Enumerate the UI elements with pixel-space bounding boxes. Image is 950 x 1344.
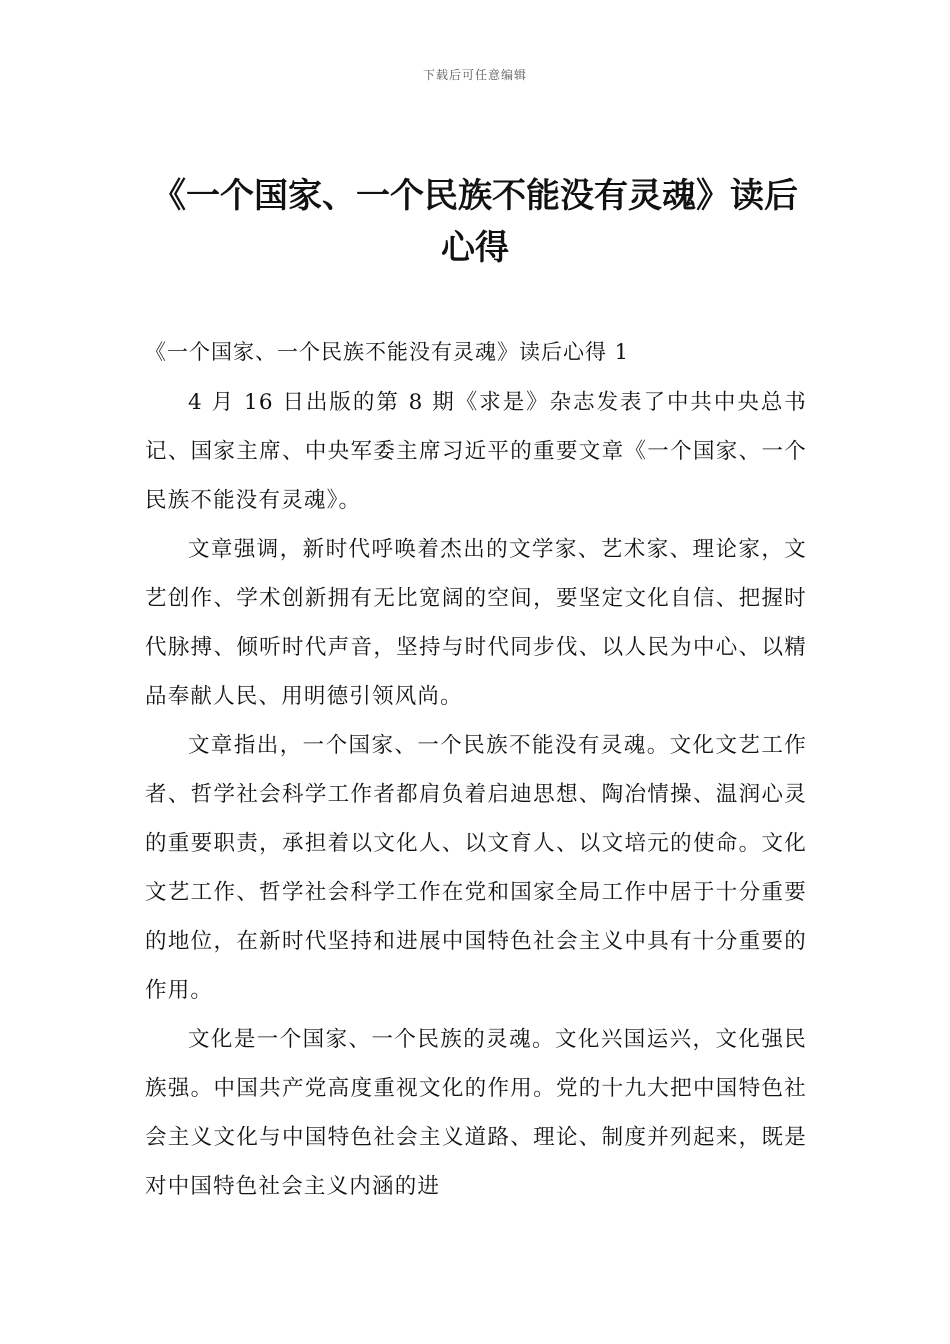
paragraph-3: 文章指出，一个国家、一个民族不能没有灵魂。文化文艺工作者、哲学社会科学工作者都肩负着启迪思想、陶冶情操、温润心灵的重要职责，承担着以文化人、以文育人、以文培元的使命。文化文艺工作、哲学社会科学工作在党和国家全局工作中居于十分重要的地位，在新时代坚持和进展中国特色社会主义中具有十分重要的作用。	[145, 733, 807, 1003]
document-title: 《一个国家、一个民族不能没有灵魂》读后心得	[152, 176, 798, 268]
header-note: 下载后可任意编辑	[422, 68, 527, 82]
paragraph-4: 文化是一个国家、一个民族的灵魂。文化兴国运兴，文化强民族强。中国共产党高度重视文化的作用。党的十九大把中国特色社会主义文化与中国特色社会主义道路、理论、制度并列起来，既是对中国特色社会主义内涵的进	[145, 1027, 807, 1199]
section-subheading: 《一个国家、一个民族不能没有灵魂》读后心得 1	[145, 340, 630, 364]
paragraph-1: 4 月 16 日出版的第 8 期《求是》杂志发表了中共中央总书记、国家主席、中央军委主席习近平的重要文章《一个国家、一个民族不能没有灵魂》。	[145, 390, 807, 513]
document-body	[145, 330, 807, 1211]
paragraph-2: 文章强调，新时代呼唤着杰出的文学家、艺术家、理论家，文艺创作、学术创新拥有无比宽阔的空间，要坚定文化自信、把握时代脉搏、倾听时代声音，坚持与时代同步伐、以人民为中心、以精品奉献人民、用明德引领风尚。	[145, 537, 807, 709]
